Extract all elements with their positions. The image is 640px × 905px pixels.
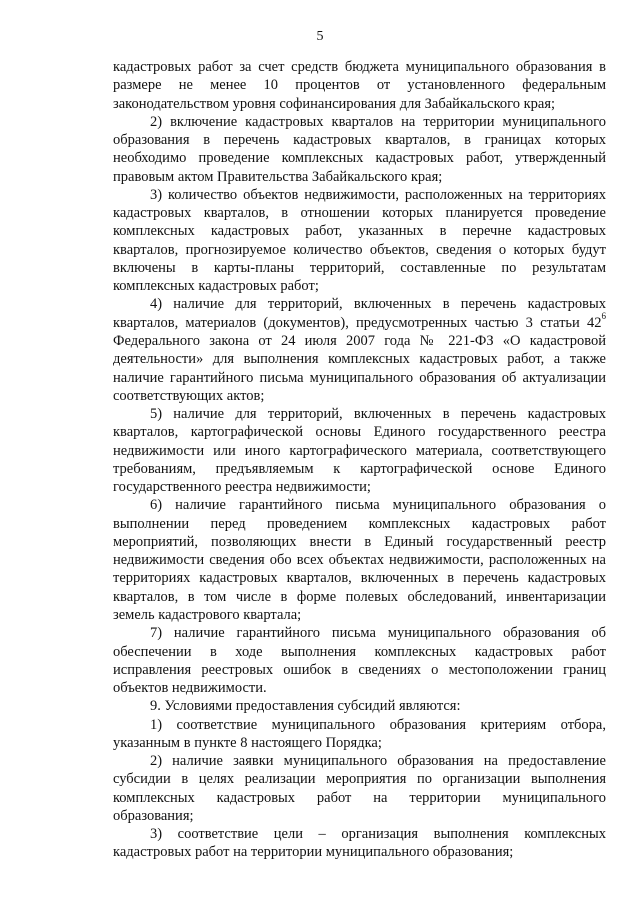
text-line (113, 716, 606, 734)
text-line-content: кварталов, в том числе в форме полевых обследований, инвентаризации (113, 588, 606, 605)
superscript: 6 (601, 310, 606, 321)
text-line-content: кадастровых кварталов, в отношении которых планируется проведение (113, 205, 606, 222)
text-line (113, 95, 606, 113)
text-line-content: требованиям, предъявляемым к картографической основе Единого (113, 460, 606, 477)
text-line (113, 168, 606, 186)
text-line (113, 697, 606, 715)
text-line-content: субсидии в целях реализации мероприятия по организации выполнения (113, 771, 606, 788)
text-line-content: обеспечении в ходе выполнения комплексных кадастровых работ (113, 643, 606, 660)
text-line-content: исправления реестровых ошибок в сведениях о местоположении границ (113, 661, 606, 678)
text-line-content: наличие гарантийного письма муниципального образования об актуализации (113, 369, 606, 386)
text-line (113, 643, 606, 661)
text-line-content: кварталов, картографической основы Единого государственного реестра (113, 424, 606, 441)
text-line-content: 6) наличие гарантийного письма муниципального образования о (150, 497, 606, 514)
text-line (113, 332, 606, 350)
text-line-content: земель кадастрового квартала; (113, 606, 302, 623)
text-line (113, 843, 606, 861)
text-line-content: 2) наличие заявки муниципального образования на предоставление (150, 753, 606, 770)
text-line-content: 5) наличие для территорий, включенных в перечень кадастровых (150, 406, 606, 423)
text-line-content: Федерального закона от 24 июля 2007 года № 221-ФЗ «О кадастровой (113, 332, 606, 349)
text-line (113, 606, 606, 624)
text-line (113, 624, 606, 642)
text-line (113, 423, 606, 441)
text-line-content: размере не менее 10 процентов от установленного федеральным (113, 77, 606, 94)
text-line-content: законодательством уровня софинансирования для Забайкальского края; (113, 95, 556, 112)
text-line (113, 350, 606, 368)
text-line (113, 496, 606, 514)
text-line-content: государственного реестра недвижимости; (113, 479, 371, 496)
text-line (113, 442, 606, 460)
text-line-content: объектов недвижимости. (113, 680, 267, 697)
text-line (113, 131, 606, 149)
text-line (113, 204, 606, 222)
text-line (113, 295, 606, 313)
text-line (113, 551, 606, 569)
text-line-content: указанным в пункте 8 настоящего Порядка; (113, 734, 382, 751)
text-line (113, 734, 606, 752)
text-line-content: правовым актом Правительства Забайкальского края; (113, 168, 443, 185)
text-line (113, 149, 606, 167)
text-line (113, 661, 606, 679)
text-line (113, 310, 606, 332)
text-line (113, 807, 606, 825)
document-body (113, 58, 606, 862)
text-line-content: 1) соответствие муниципального образования критериям отбора, (150, 716, 606, 733)
text-line (113, 569, 606, 587)
text-line-content: образования в перечень кадастровых кварталов, в границах которых (113, 132, 606, 149)
text-line (113, 76, 606, 94)
text-line-content: кадастровых работ на территории муниципального образования; (113, 844, 514, 861)
page-number: 5 (316, 29, 324, 44)
text-line (113, 478, 606, 496)
text-line-content: деятельности» для выполнения комплексных кадастровых работ, а также (113, 351, 606, 368)
text-line-content: 3) соответствие цели – организация выполнения комплексных (150, 826, 606, 843)
text-line-content: выполнении перед проведением комплексных кадастровых работ (113, 515, 606, 532)
text-line-content: кадастровых работ за счет средств бюджета муниципального образования в (113, 59, 606, 75)
text-line-content: мероприятий, позволяющих внести в Единый государственный реестр (113, 533, 606, 550)
text-line-content: включены в карты-планы территорий, составленные по результатам (113, 259, 606, 276)
text-line (113, 58, 606, 76)
text-line (113, 259, 606, 277)
text-line-content: 2) включение кадастровых кварталов на территории муниципального (150, 113, 606, 130)
text-line-content: 4) наличие для территорий, включенных в перечень кадастровых (150, 296, 606, 313)
text-line (113, 533, 606, 551)
text-line-content: 7) наличие гарантийного письма муниципального образования об (150, 625, 606, 642)
text-line-content: кварталов, материалов (документов), предусмотренных частью 3 статьи 42 (113, 314, 602, 331)
text-line-content: образования; (113, 807, 194, 824)
text-line (113, 369, 606, 387)
text-line-content: соответствующих актов; (113, 387, 265, 404)
text-line-content: 3) количество объектов недвижимости, расположенных на территориях (150, 186, 606, 203)
text-line-content: кварталов, прогнозируемое количество объектов, сведения о которых будут (113, 241, 606, 258)
text-line (113, 588, 606, 606)
text-line (113, 277, 606, 295)
text-line (113, 405, 606, 423)
text-line (113, 770, 606, 788)
text-line (113, 752, 606, 770)
text-line-content: недвижимости сведения обо всех объектах недвижимости, расположенных на (113, 552, 606, 569)
text-line (113, 515, 606, 533)
text-line-content: территориях кадастровых кварталов, включенных в перечень кадастровых (113, 570, 606, 587)
text-line (113, 789, 606, 807)
text-line-content: 9. Условиями предоставления субсидий являются: (150, 698, 461, 715)
text-line (113, 679, 606, 697)
text-line-content: недвижимости или иного картографического материала, соответствующего (113, 442, 606, 459)
text-line-content: комплексных кадастровых работ на территории муниципального (113, 789, 606, 806)
text-line (113, 460, 606, 478)
text-line (113, 241, 606, 259)
text-line-content: комплексных кадастровых работ; (113, 278, 319, 295)
text-line (113, 186, 606, 204)
text-line (113, 825, 606, 843)
text-line-content: комплексных кадастровых работ, указанных в перечне кадастровых (113, 223, 606, 240)
text-line (113, 222, 606, 240)
text-line (113, 387, 606, 405)
text-line (113, 113, 606, 131)
text-line-content: необходимо проведение комплексных кадастровых работ, утвержденный (113, 150, 606, 167)
